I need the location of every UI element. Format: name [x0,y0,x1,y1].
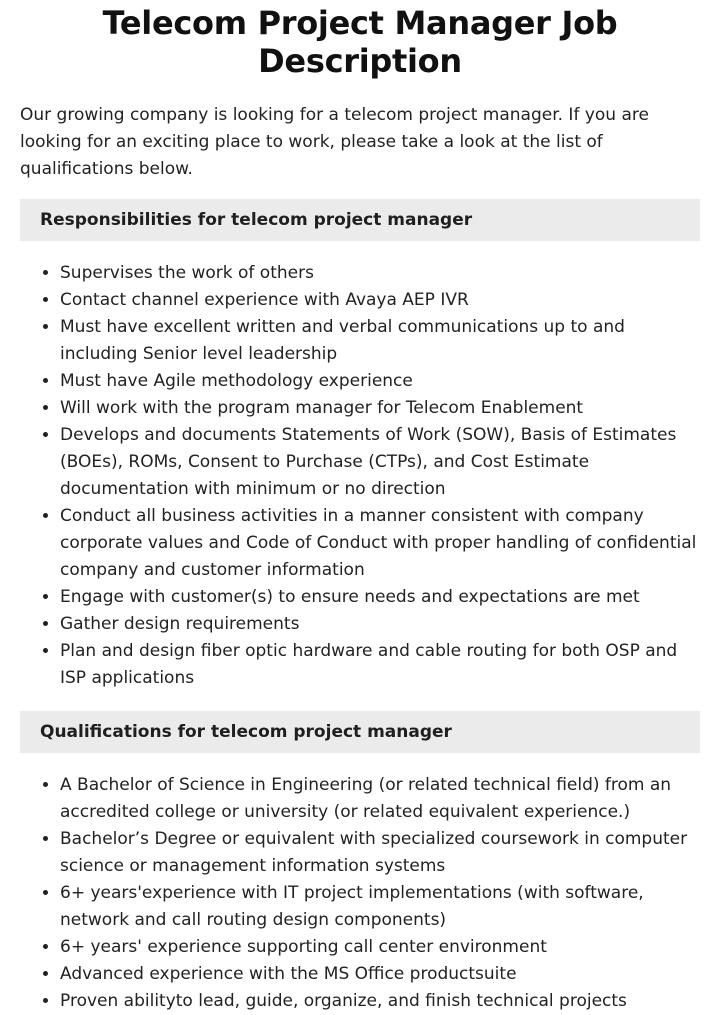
list-item: • Contact channel experience with Avaya AEP IVR [60,287,700,314]
list-item: • Will work with the program manager for Telecom Enablement [60,395,700,422]
list-item: • Develops and documents Statements of Work (SOW), Basis of Estimates (BOEs), ROMs, Consent to Purchase (CTPs), and Cost Estimate documentation with minimum or no direction [60,422,700,503]
list-item: • Engage with customer(s) to ensure needs and expectations are met [60,584,700,611]
list-item: • Must have Agile methodology experience [60,368,700,395]
list-item: • A Bachelor of Science in Engineering (or related technical field) from an accredited college or university (or related equivalent experience.) [60,772,700,826]
qualifications-heading: Qualifications for telecom project manager [20,711,700,753]
list-item: • Advanced experience with the MS Office productsuite [60,961,700,988]
qualifications-list [20,772,700,1015]
list-item: • Proven abilityto lead, guide, organize, and finish technical projects [60,988,700,1015]
list-item: • Supervises the work of others [60,260,700,287]
responsibilities-list [20,260,700,692]
list-item: • Must have excellent written and verbal communications up to and including Senior level leadership [60,314,700,368]
list-item: • Plan and design fiber optic hardware and cable routing for both OSP and ISP applications [60,638,700,692]
page-title: Telecom Project Manager Job Description [102,4,618,80]
responsibilities-heading: Responsibilities for telecom project manager [20,199,700,241]
list-item: • 6+ years' experience supporting call center environment [60,934,700,961]
list-item: • Gather design requirements [60,611,700,638]
list-item: • 6+ years'experience with IT project implementations (with software, network and call routing design components) [60,880,700,934]
list-item: • Bachelor’s Degree or equivalent with specialized coursework in computer science or management information systems [60,826,700,880]
intro-paragraph: Our growing company is looking for a telecom project manager. If you are looking for an exciting place to work, please take a look at the list of qualifications below. [20,105,649,179]
list-item: • Conduct all business activities in a manner consistent with company corporate values and Code of Conduct with proper handling of confidential company and customer information [60,503,700,584]
